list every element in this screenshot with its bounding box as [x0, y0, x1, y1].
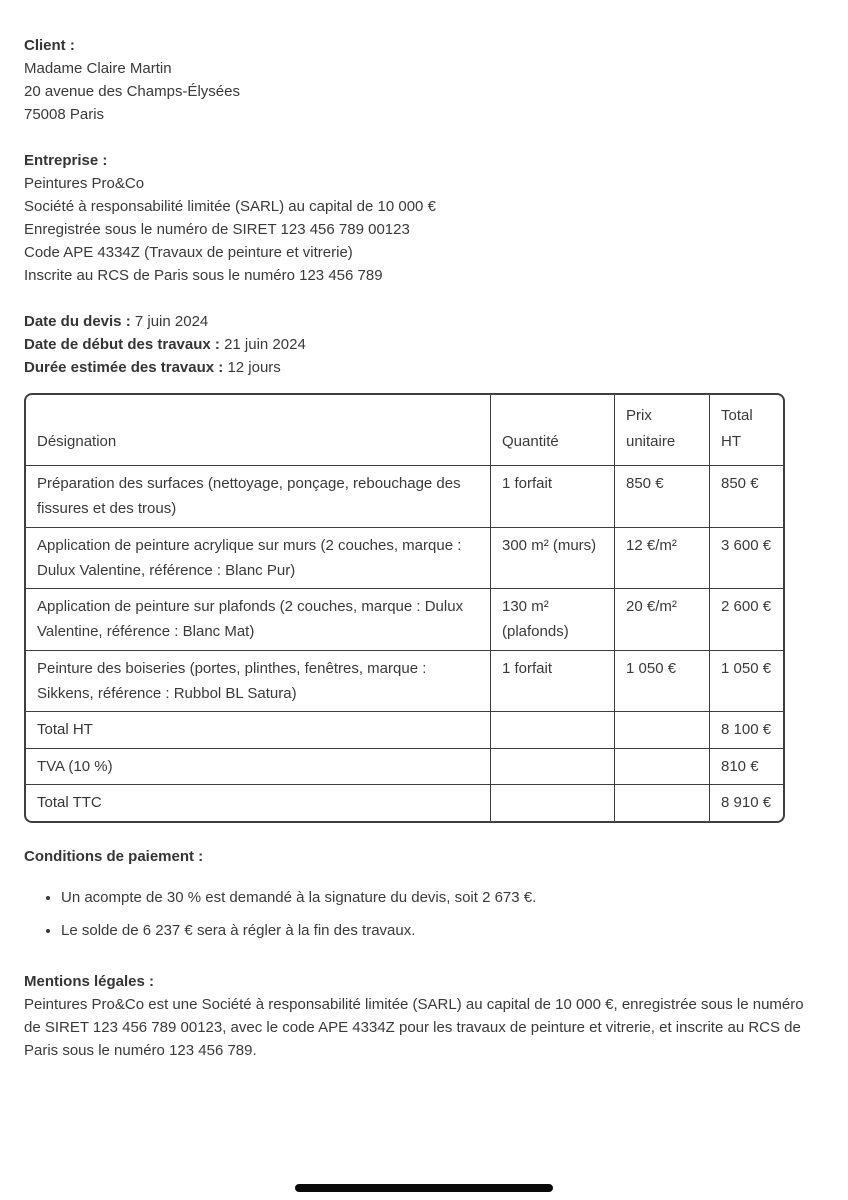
- table-cell: Total TTC: [26, 784, 490, 821]
- table-cell: Peinture des boiseries (portes, plinthes, fenêtres, marque : Sikkens, référence : Rubbol BL Satura): [26, 650, 490, 712]
- column-header: Désignation: [37, 433, 117, 450]
- table-cell: 850 €: [709, 465, 783, 527]
- quote-date-value: 7 juin 2024: [134, 313, 209, 330]
- payment-heading: Conditions de paiement :: [24, 847, 204, 865]
- table-cell: 850 €: [614, 465, 709, 527]
- table-row: [26, 527, 783, 589]
- client-section: [24, 34, 824, 126]
- table-cell: [490, 784, 614, 821]
- table-cell: 1 forfait: [490, 650, 614, 712]
- client-city-line: 75008 Paris: [24, 106, 105, 123]
- quote-table-head: [26, 395, 783, 465]
- table-cell: 3 600 €: [709, 527, 783, 589]
- quote-date-line: [24, 310, 824, 333]
- table-cell: Application de peinture acrylique sur murs (2 couches, marque : Dulux Valentine, référence : Blanc Pur): [26, 527, 490, 589]
- table-cell: [490, 748, 614, 785]
- legal-section: [24, 970, 824, 1062]
- table-cell: 12 €/m²: [614, 527, 709, 589]
- table-cell: Total HT: [26, 711, 490, 748]
- company-ape-code: Code APE 4334Z (Travaux de peinture et vitrerie): [24, 244, 353, 261]
- legal-heading: Mentions légales :: [24, 972, 155, 990]
- table-cell: Application de peinture sur plafonds (2 couches, marque : Dulux Valentine, référence : Blanc Mat): [26, 588, 490, 650]
- dates-section: [24, 310, 824, 379]
- table-cell: [490, 711, 614, 748]
- company-siret: Enregistrée sous le numéro de SIRET 123 456 789 00123: [24, 221, 410, 238]
- duration-line: [24, 356, 824, 379]
- table-row: [26, 465, 783, 527]
- column-header: Quantité: [490, 395, 614, 465]
- client-heading: Client :: [24, 37, 75, 54]
- column-header: Prix unitaire: [614, 395, 709, 465]
- table-cell: 1 forfait: [490, 465, 614, 527]
- table-body: [26, 465, 783, 821]
- duration-label: Durée estimée des travaux :: [24, 359, 224, 376]
- start-date-value: 21 juin 2024: [224, 336, 306, 353]
- table-cell: 1 050 €: [709, 650, 783, 712]
- table-header-row: [26, 395, 783, 465]
- company-name: Peintures Pro&Co: [24, 175, 145, 192]
- table-cell: 810 €: [709, 748, 783, 785]
- table-cell: 8 100 €: [709, 711, 783, 748]
- table-cell: [614, 784, 709, 821]
- table-cell: Préparation des surfaces (nettoyage, ponçage, rebouchage des fissures et des trous): [26, 465, 490, 527]
- table-cell: 1 050 €: [614, 650, 709, 712]
- table-cell: 2 600 €: [709, 588, 783, 650]
- company-legal-form: Société à responsabilité limitée (SARL) au capital de 10 000 €: [24, 198, 436, 215]
- table-cell: 20 €/m²: [614, 588, 709, 650]
- table-cell: 8 910 €: [709, 784, 783, 821]
- table-row: [26, 748, 783, 785]
- quote-date-label: Date du devis :: [24, 313, 131, 330]
- client-address-line: 20 avenue des Champs-Élysées: [24, 83, 240, 100]
- table-row: [26, 711, 783, 748]
- legal-text: Peintures Pro&Co est une Société à responsabilité limitée (SARL) au capital de 10 000 €, enregistrée sous le numéro de SIRET 123 456 789 00123, avec le code APE 4334Z pour les travaux de peinture et vitrerie, et inscrite au RCS de Paris sous le numéro 123 456 789.: [24, 995, 804, 1059]
- company-section: [24, 149, 824, 287]
- company-rcs: Inscrite au RCS de Paris sous le numéro 123 456 789: [24, 267, 383, 284]
- start-date-line: [24, 333, 824, 356]
- table-row: [26, 650, 783, 712]
- payment-bullet-balance: • Le solde de 6 237 € sera à régler à la fin des travaux.: [61, 921, 824, 940]
- company-heading: Entreprise :: [24, 152, 108, 169]
- client-name: Madame Claire Martin: [24, 60, 172, 77]
- payment-section: [24, 845, 824, 940]
- payment-bullet-list: [24, 888, 824, 940]
- table-row: [26, 784, 783, 821]
- table-cell: [614, 711, 709, 748]
- start-date-label: Date de début des travaux :: [24, 336, 220, 353]
- duration-value: 12 jours: [227, 359, 281, 376]
- table-cell: 130 m² (plafonds): [490, 588, 614, 650]
- table-cell: TVA (10 %): [26, 748, 490, 785]
- quote-table: [24, 393, 785, 823]
- column-header: Total HT: [709, 395, 783, 465]
- table-cell: [614, 748, 709, 785]
- payment-bullet-deposit: • Un acompte de 30 % est demandé à la signature du devis, soit 2 673 €.: [61, 888, 824, 907]
- home-indicator-bar[interactable]: [295, 1184, 553, 1192]
- table-cell: 300 m² (murs): [490, 527, 614, 589]
- table-row: [26, 588, 783, 650]
